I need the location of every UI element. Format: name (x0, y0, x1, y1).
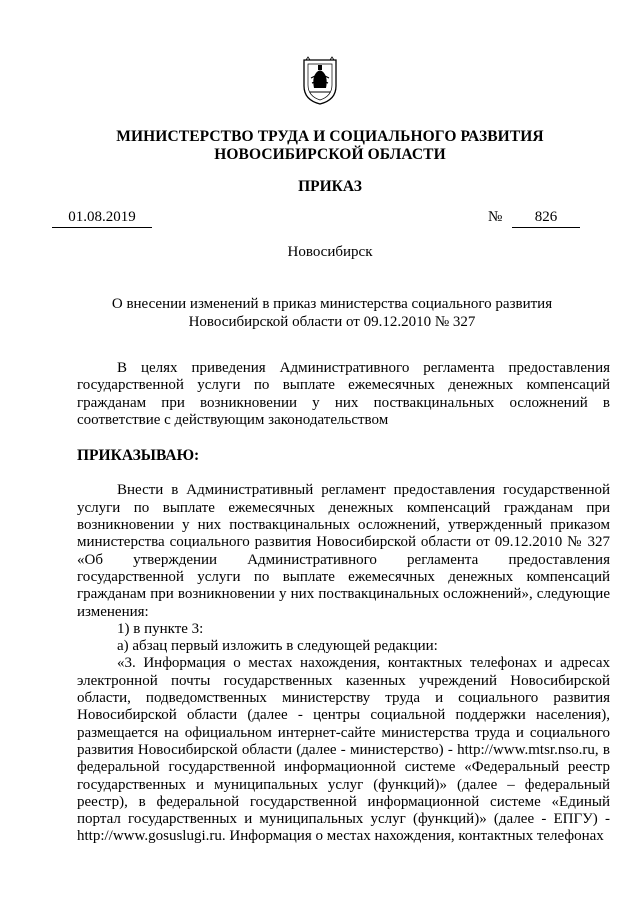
order-word: ПРИКАЗЫВАЮ: (77, 447, 200, 465)
body-paragraph-4: «3. Информация о местах нахождения, контактных телефонах и адресах электронной почты государственных казенных учреждений Новосибирской области, подведомственных министерству труда и социального развития Новосибирской области (далее - центры социальной поддержки населения), размещается на официальном интернет-сайте министерства труда и социального развития Новосибирской области (далее - министерство) - http://www.mtsr.nso.ru, в федеральной государственной информационной системе «Федеральный реестр государственных и муниципальных услуг (функций)» (далее – федеральный реестр), в федеральной государственной информационной системе «Единый портал государственных и муниципальных услуг (функций)» (далее - ЕПГУ) - http://www.gosuslugi.ru. Информация о местах нахождения, контактных телефонах (77, 655, 610, 845)
document-type: ПРИКАЗ (298, 178, 362, 195)
body-paragraph-2: 1) в пункте 3: (117, 620, 204, 637)
subject-line-2: Новосибирской области от 09.12.2010 № 327 (188, 314, 476, 330)
document-body (77, 360, 610, 846)
body-paragraph-3: а) абзац первый изложить в следующей редакции: (117, 638, 438, 655)
document-date: 01.08.2019 (52, 209, 152, 228)
ministry-line-2: НОВОСИБИРСКОЙ ОБЛАСТИ (214, 146, 446, 163)
number-label: № (488, 209, 503, 225)
city: Новосибирск (287, 244, 373, 260)
document-number: 826 (512, 209, 580, 228)
intro-paragraph: В целях приведения Административного регламента предоставления государственной услуги по выплате ежемесячных денежных компенсаций гражданам при возникновении у них поствакцинальных осложнений в соответствие с действующим законодательством (77, 360, 610, 428)
document-subject (100, 295, 564, 331)
subject-line-1: О внесении изменений в приказ министерства социального развития (111, 296, 553, 312)
body-paragraph-1: Внести в Административный регламент предоставления государственной услуги по выплате ежемесячных денежных компенсаций гражданам при возникновении у них поствакцинальных осложнений, утвержденный приказом министерства социального развития Новосибирской области от 09.12.2010 № 327 «Об утверждении Административного регламента предоставления государственной услуги по выплате ежемесячных денежных компенсаций гражданам при возникновении у них поствакцинальных осложнений», следующие изменения: (77, 482, 610, 620)
ministry-name (60, 128, 600, 164)
coat-of-arms-icon (300, 56, 340, 106)
ministry-line-1: МИНИСТЕРСТВО ТРУДА И СОЦИАЛЬНОГО РАЗВИТИЯ (116, 128, 544, 145)
